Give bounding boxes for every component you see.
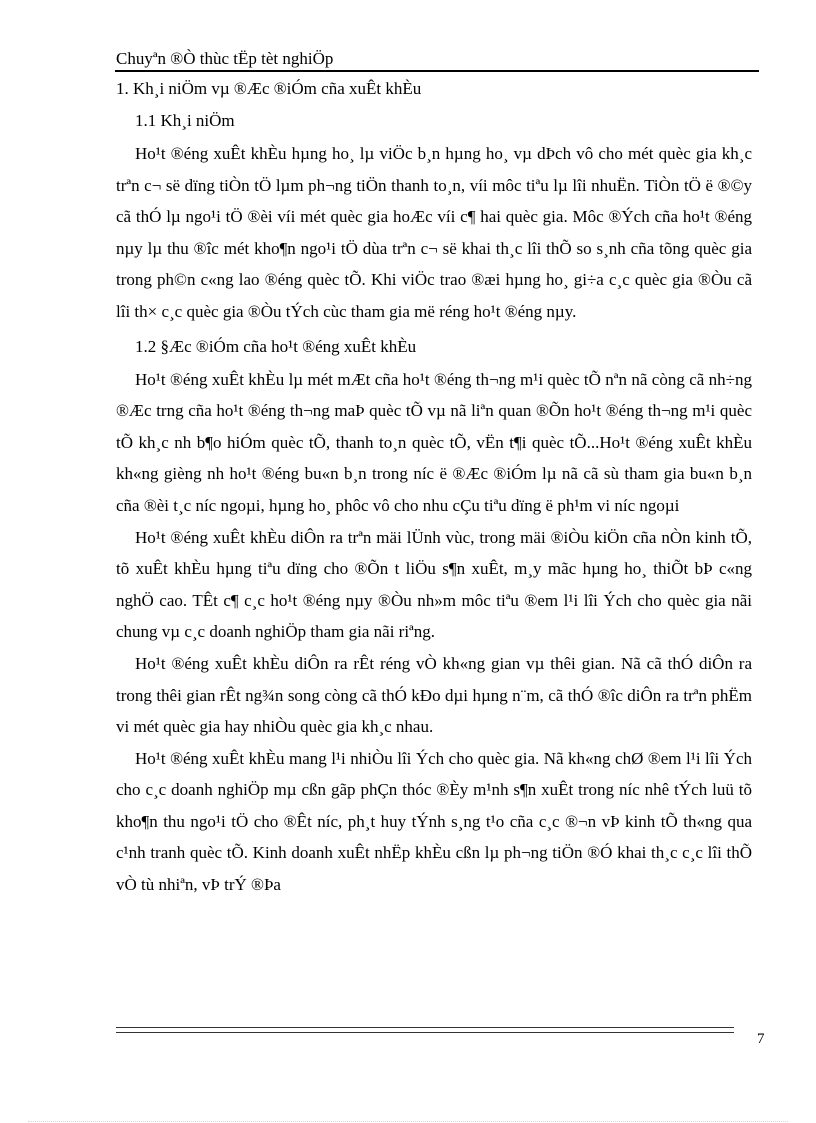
subsection-heading: 1.1 Kh¸i niÖm [135,111,235,130]
subsection-heading: 1.2 §Æc ®iÓm cña ho¹t ®éng xuÊt khÈu [135,336,417,356]
page-body [116,76,752,901]
paragraph: Ho¹t ®éng xuÊt khÈu diÔn ra trªn mäi lÜnh vùc, trong mäi ®iÒu kiÖn cña nÒn kinh tÕ, tõ xuÊt khÈu hµng tiªu dïng cho ®Õn t liÖu s¶n xuÊt, m¸y mãc hµng ho¸ thiÕt bÞ c«ng nghÖ cao. TÊt c¶ c¸c ho¹t ®éng nµy ®Òu nh»m môc tiªu ®em l¹i lîi Ých cho quèc gia nãi chung vµ c¸c doanh nghiÖp tham gia nãi riªng. [116,527,752,642]
paragraph: Ho¹t ®éng xuÊt khÈu lµ mét mÆt cña ho¹t ®éng th¬ng m¹i quèc tÕ nªn nã còng cã nh÷ng ®Æc trng cña ho¹t ®éng th¬ng maÞ quèc tÕ vµ nã liªn quan ®Õn ho¹t ®éng th¬ng m¹i quèc tÕ kh¸c nh b¶o hiÓm quèc tÕ, thanh to¸n quèc tÕ, vËn t¶i quèc tÕ...Ho¹t ®éng xuÊt khÈu kh«ng gièng nh ho¹t ®éng bu«n b¸n trong níc ë ®Æc ®iÓm lµ nã cã sù tham gia bu«n b¸n cña ®èi t¸c níc ngoµi, hµng ho¸ phôc vô cho nhu cÇu tiªu dïng ë ph¹m vi níc ngoµi [116,369,752,515]
footer-divider [116,1027,734,1033]
paragraph: Ho¹t ®éng xuÊt khÈu mang l¹i nhiÒu lîi Ých cho quèc gia. Nã kh«ng chØ ®em l¹i lîi Ých cho c¸c doanh nghiÖp mµ cßn gãp phÇn thóc ®Èy m¹nh s¶n xuÊt trong níc nhê tÝch luü tõ kho¶n thu ngo¹i tÖ cho ®Êt níc, ph¸t huy tÝnh s¸ng t¹o cña c¸c ®¬n vÞ kinh tÕ th«ng qua c¹nh tranh quèc tÕ. Kinh doanh xuÊt nhËp khÈu cßn lµ ph¬ng tiÖn ®Ó khai th¸c c¸c lîi thÕ vÒ tù nhiªn, vÞ trÝ ®Þa [116,748,752,895]
page-number: 7 [757,1031,765,1047]
paragraph: Ho¹t ®éng xuÊt khÈu diÔn ra rÊt réng vÒ kh«ng gian vµ thêi gian. Nã cã thÓ diÔn ra trong thêi gian rÊt ng¾n song còng cã thÓ kÐo dµi hµng n¨m, cã thÓ ®îc diÔn ra trªn phËm vi mét quèc gia hay nhiÒu quèc gia kh¸c nhau. [116,653,752,737]
running-header: Chuyªn ®Ò thùc tËp tèt nghiÖp [116,49,334,68]
paragraph: Ho¹t ®éng xuÊt khÈu hµng ho¸ lµ viÖc b¸n hµng ho¸ vµ dÞch vô cho mét quèc gia kh¸c trªn c¬ së dïng tiÒn tÖ lµm ph¬ng tiÖn thanh to¸n, víi môc tiªu lµ lîi nhuËn. TiÒn tÖ ë ®©y cã thÓ lµ ngo¹i tÖ ®èi víi mét quèc gia hoÆc víi c¶ hai quèc gia. Môc ®Ých cña ho¹t ®éng nµy lµ thu ®îc mét kho¶n ngo¹i tÖ dùa trªn c¬ së khai th¸c lîi thÕ so s¸nh cña tõng quèc gia trong ph©n c«ng lao ®éng quèc tÕ. Khi viÖc trao ®æi hµng ho¸ gi÷a c¸c quèc gia ®Òu cã lîi th× c¸c quèc gia ®Òu tÝch cùc tham gia më réng ho¹t ®éng nµy. [116,144,752,321]
header-divider [115,70,759,72]
section-heading: 1. Kh¸i niÖm vµ ®Æc ®iÓm cña xuÊt khÈu [116,79,422,98]
